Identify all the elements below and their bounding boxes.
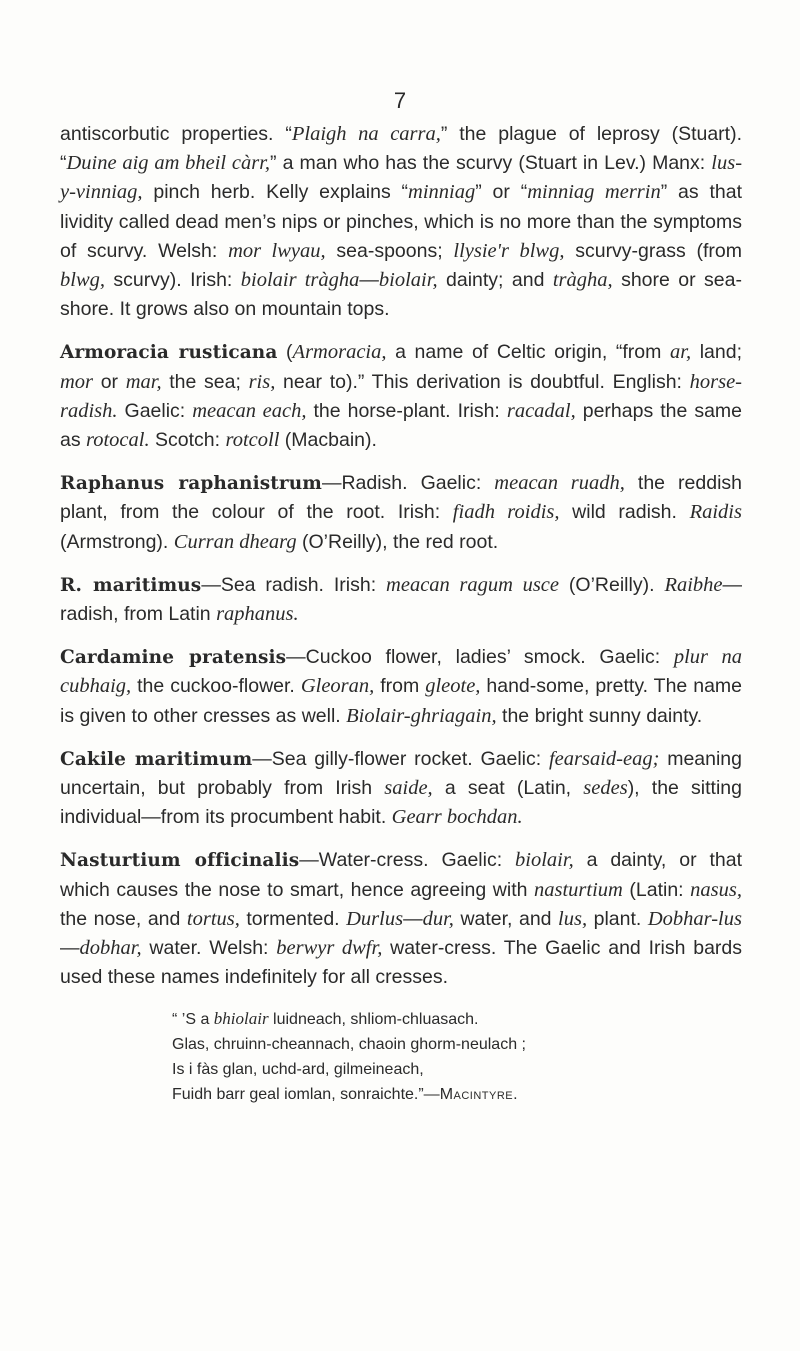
body-text <box>60 120 742 1107</box>
verse-quotation <box>172 1006 742 1107</box>
entry-heading: Cakile maritimum <box>60 748 253 770</box>
entry-heading: Cardamine pratensis <box>60 647 287 669</box>
entry-cakile-maritimum: Cakile maritimum—Sea gilly-flower rocket. Gaelic: fearsaid-eag; meaning uncertain, but probably from Irish saide, a seat (Latin, sedes), the sitting individual—from its procumbent habit. Gearr bochdan. <box>60 747 742 829</box>
verse-line: Glas, chruinn-cheannach, chaoin ghorm-neulach ; <box>172 1036 526 1054</box>
verse-line: Is i fàs glan, uchd-ard, gilmeineach, <box>172 1061 424 1079</box>
entry-cardamine-pratensis: Cardamine pratensis—Cuckoo flower, ladies’ smock. Gaelic: plur na cubhaig, the cuckoo-flower. Gleoran, from gleote, hand-some, pretty. The name is given to other cresses as well. Biolair-ghriagain, the bright sunny dainty. <box>60 646 743 727</box>
entry-heading: Armoracia rusticana <box>60 342 278 364</box>
entry-r-maritimus: R. maritimus—Sea radish. Irish: meacan ragum usce (O’Reilly). Raibhe—radish, from Latin raphanus. <box>60 573 743 626</box>
verse-line: Fuidh barr geal iomlan, sonraichte.”—Macintyre. <box>172 1086 519 1104</box>
page-number: 7 <box>393 88 407 113</box>
entry-raphanus-raphanistrum: Raphanus raphanistrum—Radish. Gaelic: meacan ruadh, the reddish plant, from the colour of the root. Irish: fiadh roidis, wild radish. Raidis (Armstrong). Curran dhearg (O’Reilly), the red root. <box>60 472 742 553</box>
paragraph-antiscorbutic: antiscorbutic properties. “Plaigh na carra,” the plague of leprosy (Stuart). “Duine aig am bheil càrr,” a man who has the scurvy (Stuart in Lev.) Manx: lus-y-vinniag, pinch herb. Kelly explains “minniag” or “minniag merrin” as that lividity called dead men’s nips or pinches, which is no more than the symptoms of scurvy. Welsh: mor lwyau, sea-spoons; llysie'r blwg, scurvy-grass (from blwg, scurvy). Irish: biolair tràgha—biolair, dainty; and tràgha, shore or sea-shore. It grows also on mountain tops. <box>60 123 743 321</box>
verse-line: “ ’S a bhiolair luidneach, shliom-chluasach. <box>172 1009 479 1029</box>
entry-nasturtium-officinalis: Nasturtium officinalis—Water-cress. Gaelic: biolair, a dainty, or that which causes the nose to smart, hence agreeing with nasturtium (Latin: nasus, the nose, and tortus, tormented. Durlus—dur, water, and lus, plant. Dobhar-lus—dobhar, water. Welsh: berwyr dwfr, water-cress. The Gaelic and Irish bards used these names indefinitely for all cresses. <box>60 849 742 989</box>
entry-heading: Raphanus raphanistrum <box>60 473 322 495</box>
entry-armoracia: Armoracia rusticana (Armoracia, a name of Celtic origin, “from ar, land; mor or mar, the sea; ris, near to).” This derivation is doubtful. English: horse-radish. Gaelic: meacan each, the horse-plant. Irish: racadal, perhaps the same as rotocal. Scotch: rotcoll (Macbain). <box>60 341 743 452</box>
verse-attribution: Macintyre. <box>439 1086 519 1104</box>
entry-heading: R. maritimus <box>60 574 202 596</box>
entry-heading: Nasturtium officinalis <box>60 850 300 872</box>
